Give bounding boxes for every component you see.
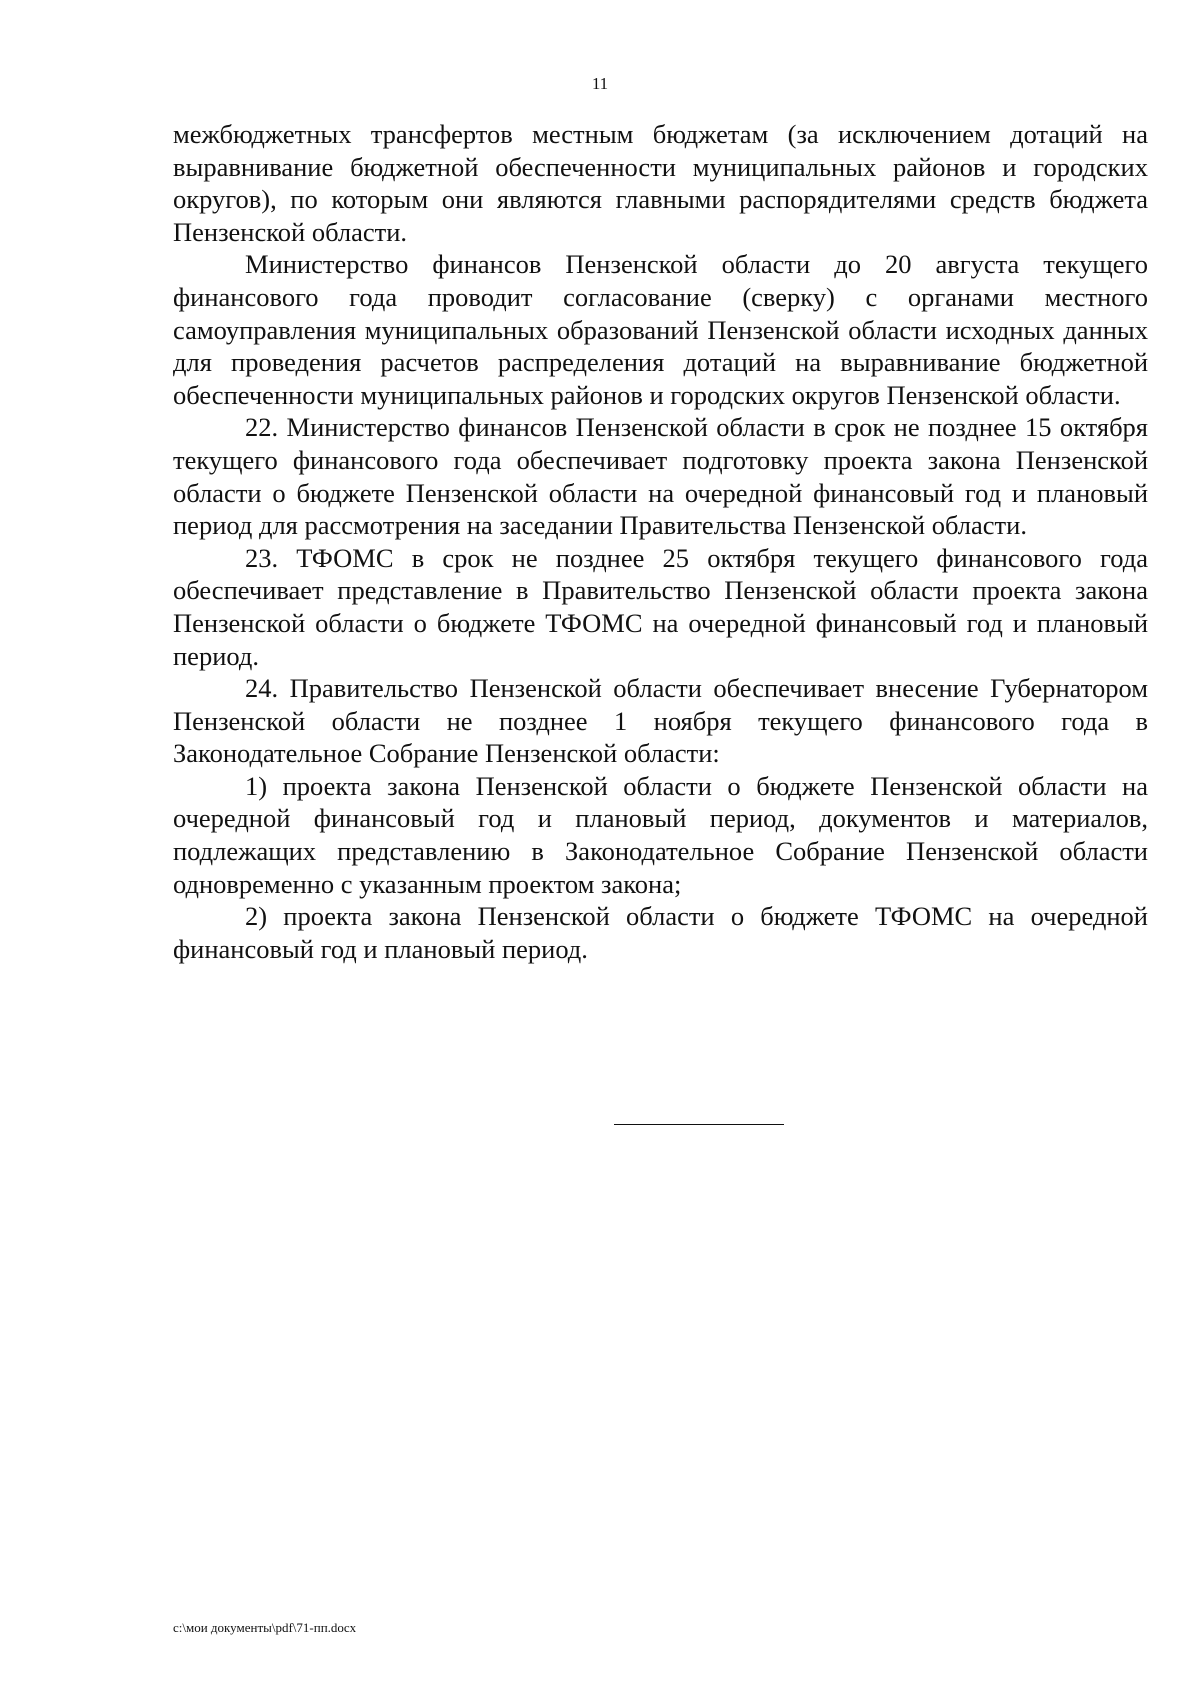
document-body [173,118,1148,965]
paragraph-item-23: 23. ТФОМС в срок не позднее 25 октября текущего финансового года обеспечивает представление в Правительство Пензенской области проекта закона Пензенской области о бюджете ТФОМС на очередной финансовый год и плановый период. [173,542,1148,671]
paragraph-continuation: межбюджетных трансфертов местным бюджетам (за исключением дотаций на выравнивание бюджетной обеспеченности муниципальных районов и городских округов), по которым они являются главными распорядителями средств бюджета Пензенской области. [173,119,1148,247]
paragraph-item-22: 22. Министерство финансов Пензенской области в срок не позднее 15 октября текущего финансового года обеспечивает подготовку проекта закона Пензенской области о бюджете Пензенской области на очередной финансовый год и плановый период для рассмотрения на заседании Правительства Пензенской области. [173,412,1148,541]
paragraph-reconciliation: Министерство финансов Пензенской области до 20 августа текущего финансового года проводит согласование (сверку) с органами местного самоуправления муниципальных образований Пензенской области исходных данных для проведения расчетов распределения дотаций на выравнивание бюджетной обеспеченности муниципальных районов и городских округов Пензенской области. [173,249,1148,410]
end-of-document-rule [614,1124,784,1125]
page-number: 11 [591,74,609,93]
footer-file-path: c:\мои документы\pdf\71-пп.docx [173,1620,357,1635]
paragraph-subitem-1: 1) проекта закона Пензенской области о бюджете Пензенской области на очередной финансовый год и плановый период, документов и материалов, подлежащих представлению в Законодательное Собрание Пензенской области одновременно с указанным проектом закона; [173,770,1148,899]
paragraph-subitem-2: 2) проекта закона Пензенской области о бюджете ТФОМС на очередной финансовый год и плановый период. [173,901,1148,964]
paragraph-item-24: 24. Правительство Пензенской области обеспечивает внесение Губернатором Пензенской области не позднее 1 ноября текущего финансового года в Законодательное Собрание Пензенской области: [173,673,1148,769]
